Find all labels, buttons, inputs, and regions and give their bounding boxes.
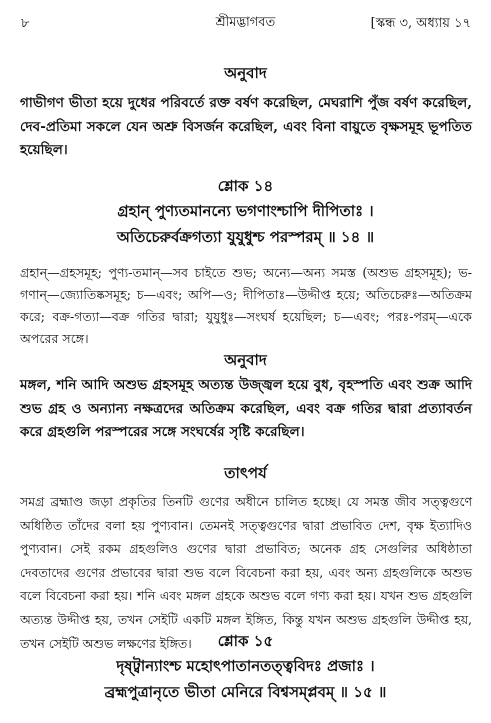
purport-heading: তাৎপর্য (224, 464, 267, 482)
translation-text: গাভীগণ ভীতা হয়ে দুধের পরিবর্তে রক্ত বর্ষণ করেছিল, মেঘরাশি পুঁজ বর্ষণ করেছিল, দেব-প্রতিমা সকলে যেন অশ্রু বিসর্জন করেছিল, এবং বিনা বায়ুতে বৃক্ষসমূহ ভূপতিত হয়েছিল। (20, 95, 472, 158)
verse-14-line-2: অতিচেরুর্বক্রগত্যা যুযুধুশ্চ পরস্পরম্ ॥ ১৪ ॥ (116, 228, 375, 246)
translation-heading: অনুবাদ (224, 64, 267, 82)
translation-text-2: মঙ্গল, শনি আদি অশুভ গ্রহসমূহ অত্যন্ত উজ্জ্বল হয়ে বুধ, বৃহস্পতি এবং শুক্র আদি শুভ গ্রহ ও অন্যান্য নক্ষত্রদের অতিক্রম করেছিল, এবং বক্র গতির দ্বারা প্রত্যাবর্তন করে গ্রহগুলি পরস্পরের সঙ্গে সংঘর্ষের সৃষ্টি করেছিল। (20, 377, 472, 440)
verse-14-line-1: গ্রহান্ পুণ্যতমানন্যে ভগণাংশ্চাপি দীপিতাঃ । (117, 202, 374, 220)
verse-15-line-1: দৃষ্ট্বান্যাংশ্চ মহোৎপাতানতত্ত্ববিদঃ প্রজাঃ । (116, 657, 375, 675)
purport-text: সমগ্র ব্রহ্মাণ্ড জড়া প্রকৃতির তিনটি গুণের অধীনে চালিত হচ্ছে। যে সমস্ত জীব সত্ত্বগুণে অধিষ্ঠিত তাঁদের বলা হয় পুণ্যবান। তেমনই সত্ত্বগুণের দ্বারা প্রভাবিত দেশ, বৃক্ষ ইত্যাদিও পুণ্যবান। সেই রকম গ্রহগুলিও গুণের দ্বারা প্রভাবিত; অনেক গ্রহ সেগুলির অধিষ্ঠাতা দেবতাদের গুণের প্রভাবের দ্বারা শুভ বলে বিবেচনা করা হয়, এবং অন্য গ্রহগুলিকে অশুভ বলে বিবেচনা করা হয়। শনি এবং মঙ্গল গ্রহকে অশুভ বলে গণ্য করা হয়। যখন শুভ গ্রহগুলি অত্যন্ত উদ্দীপ্ত হয়, তখন সেইটি একটি মঙ্গল ইঙ্গিত, কিন্তু যখন অশুভ গ্রহগুলি উদ্দীপ্ত হয়, তখন সেইটি অশুভ লক্ষণের ইঙ্গিত। (20, 494, 472, 651)
verse-14-title: শ্লোক ১৪ (217, 177, 274, 195)
verse-14-synonyms: গ্রহান্—গ্রহসমূহ; পুণ্য-তমান্—সব চাইতে শুভ; অন্যে—অন্য সমস্ত (অশুভ গ্রহসমূহ); ভ-গণান্—জ্যোতিষ্কসমূহ; চ—এবং; অপি—ও; দীপিতাঃ—উদ্দীপ্ত হয়ে; অতিচেরুঃ—অতিক্রম করে; বক্র-গত্যা—বক্র গতির দ্বারা; যুযুধুঃ—সংঘর্ষ হয়েছিল; চ—এবং; পরঃ-পরম্—একে অপরের সঙ্গে। (20, 265, 472, 346)
running-header (0, 12, 491, 32)
page-number: ৮ (21, 16, 30, 31)
verse-15-title: শ্লোক ১৫ (217, 632, 274, 650)
canto-chapter-label: [স্কন্ধ ৩, অধ্যায় ১৭ (370, 16, 471, 31)
book-title: শ্রীমদ্ভাগবত (215, 15, 276, 30)
translation-heading-2: অনুবাদ (224, 351, 267, 369)
verse-15-line-2: ব্রহ্মপুত্রানৃতে ভীতা মেনিরে বিশ্বসম্প্লবম্ ॥ ১৫ ॥ (104, 683, 387, 701)
